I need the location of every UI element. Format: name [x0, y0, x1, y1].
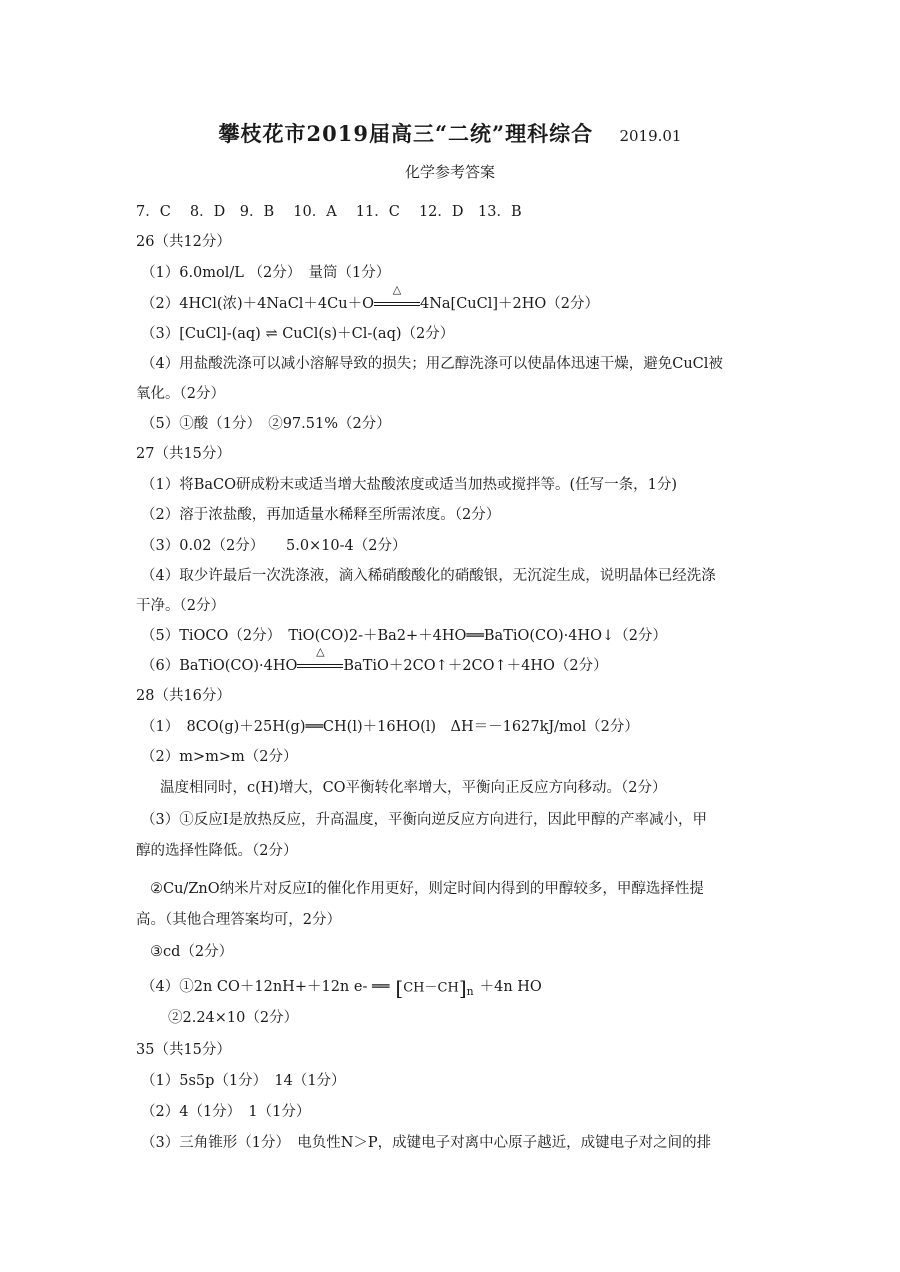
- q26-answer-1: （1）6.0mol/L （2分） 量筒（1分）: [141, 265, 391, 281]
- q27-heading: 27（共15分）: [136, 446, 231, 462]
- polymer-structure: $[CH-CH]_n$: [395, 975, 474, 1000]
- q28-a4-right: ＋4n HO: [479, 979, 542, 995]
- triangle-symbol: △: [392, 283, 402, 296]
- q28-answer-3-line1: （3）①反应Ⅰ是放热反应，升高温度，平衡向逆反应方向进行，因此甲醇的产率减小，甲: [141, 812, 707, 828]
- q35-answer-2: （2）4（1分） 1（1分）: [141, 1104, 311, 1120]
- triangle-symbol: △: [316, 645, 325, 658]
- q27-answer-2: （2）溶于浓盐酸，再加适量水稀释至所需浓度。（2分）: [141, 507, 501, 523]
- q26-answer-5: （5）①酸（1分） ②97.51%（2分）: [141, 416, 391, 432]
- q27-answer-3: （3）0.02（2分） 5.0×10-4（2分）: [141, 538, 407, 554]
- q26-answer-3: （3）[CuCl]-(aq) ⇌ CuCl(s)＋Cl-(aq)（2分）: [141, 326, 455, 342]
- q27-answer-4-line1: （4）取少许最后一次洗涤液，滴入稀硝酸酸化的硝酸银，无沉淀生成，说明晶体已经洗涤: [141, 568, 716, 584]
- q28-answer-4: [141, 973, 781, 1001]
- q28-answer-2: （2）m>m>m（2分）: [141, 749, 298, 765]
- page-title: [0, 118, 900, 148]
- q27-a6-left: （6）BaTiO(CO)·4HO: [141, 658, 298, 674]
- title-date: 2019.01: [619, 127, 682, 145]
- q28-answer-4-line2: ②2.24×10（2分）: [168, 1010, 299, 1026]
- q28-answer-1: （1） 8CO(g)＋25H(g)══CH(l)＋16HO(l) ΔH＝－1627kJ/mol（2分）: [141, 719, 639, 735]
- q35-heading: 35（共15分）: [136, 1042, 231, 1058]
- q35-answer-3: （3）三角锥形（1分） 电负性N＞P，成键电子对离中心原子越近，成键电子对之间的排: [141, 1135, 712, 1151]
- polymer-repeat-unit: CH－CH: [403, 980, 459, 995]
- title-text: 攀枝花市2019届高三“二统”理科综合: [218, 121, 594, 146]
- q26-answer-2: [141, 283, 781, 318]
- q28-answer-3-line4: 高。（其他合理答案均可，2分）: [136, 912, 341, 928]
- q26-a2-left: （2）4HCl(浓)＋4NaCl＋4Cu＋O: [141, 296, 374, 312]
- q28-answer-3-line3: ②Cu/ZnO纳米片对反应Ⅰ的催化作用更好，则定时间内得到的甲醇较多，甲醇选择性提: [150, 881, 704, 897]
- q28-answer-3-line2: 醇的选择性降低。（2分）: [136, 843, 298, 859]
- q26-answer-4-line2: 氧化。（2分）: [136, 386, 225, 402]
- q27-answer-4-line2: 干净。（2分）: [136, 598, 225, 614]
- q26-heading: 26（共12分）: [136, 234, 231, 250]
- heating-equals-sign: [374, 283, 420, 318]
- q27-a6-right: BaTiO＋2CO↑＋2CO↑＋4HO（2分）: [343, 658, 608, 674]
- q26-answer-4-line1: （4）用盐酸洗涤可以减小溶解导致的损失；用乙醇洗涤可以使晶体迅速干燥，避免CuCl被: [141, 356, 723, 372]
- heating-equals-sign: [297, 645, 343, 680]
- q28-heading: 28（共16分）: [136, 688, 231, 704]
- q28-answer-3-line5: ③cd（2分）: [150, 944, 234, 960]
- polymer-subscript: n: [466, 984, 474, 998]
- q28-answer-2-explanation: 温度相同时，c(H)增大，CO平衡转化率增大，平衡向正反应方向移动。（2分）: [160, 780, 667, 796]
- q35-answer-1: （1）5s5p（1分） 14（1分）: [141, 1073, 346, 1089]
- q26-a2-right: 4Na[CuCl]＋2HO（2分）: [419, 296, 600, 312]
- multiple-choice-answers: 7．C 8．D 9．B 10．A 11．C 12．D 13．B: [136, 204, 522, 220]
- q27-answer-1: （1）将BaCO研成粉末或适当增大盐酸浓度或适当加热或搅拌等。(任写一条，1分): [141, 477, 678, 493]
- q27-answer-6: [141, 645, 781, 680]
- page-subtitle: 化学参考答案: [404, 163, 495, 181]
- q27-answer-5: （5）TiOCO（2分） TiO(CO)2-＋Ba2+＋4HO══BaTiO(CO)·4HO↓（2分）: [141, 628, 667, 644]
- q28-a4-left: （4）①2n CO＋12nH+＋12n e- ══: [141, 979, 390, 995]
